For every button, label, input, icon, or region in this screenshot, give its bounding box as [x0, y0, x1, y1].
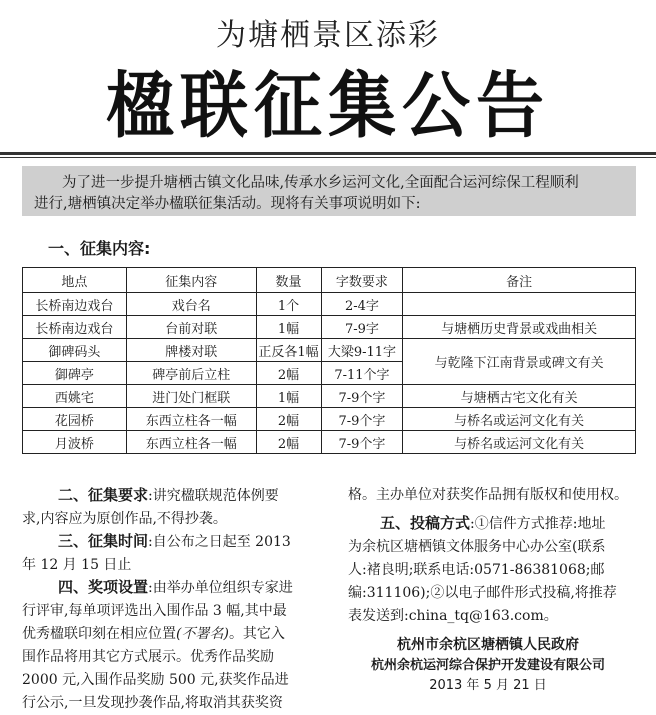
section-submission — [348, 512, 648, 628]
intro-line-1: 为了进一步提升塘栖古镇文化品味,传承水乡运河文化,全面配合运河综保工程顺利 — [62, 175, 579, 191]
cell-qty: 1个 — [256, 293, 321, 316]
requirements-text-1: :讲究楹联规范体例要 — [148, 488, 279, 504]
requirements-heading: 二、征集要求 — [58, 486, 149, 504]
cell-chars: 7-9个字 — [321, 431, 403, 454]
table-row — [23, 293, 636, 316]
cell-place: 长桥南边戏台 — [23, 316, 127, 339]
header-content: 征集内容 — [126, 268, 256, 293]
collection-table — [22, 267, 636, 454]
cell-content: 牌楼对联 — [126, 339, 256, 362]
awards-text-5: 2000 元,入围作品奖励 500 元,获奖作品进 — [22, 672, 289, 688]
awards-text-3: 优秀楹联印刻在相应位置 — [22, 626, 176, 642]
cell-content: 东西立柱各一幅 — [126, 408, 256, 431]
divider-thick — [0, 152, 656, 155]
header-qty: 数量 — [256, 268, 321, 293]
cell-note: 与桥名或运河文化有关 — [403, 431, 636, 454]
cell-qty: 2幅 — [256, 362, 321, 385]
cell-content: 东西立柱各一幅 — [126, 431, 256, 454]
section-awards — [22, 576, 332, 715]
awards-text-3b: (不署名) — [176, 626, 229, 642]
submission-text-1: :①信件方式推荐:地址 — [470, 516, 606, 532]
submission-text-2: 为余杭区塘栖镇文体服务中心办公室(联系 — [348, 539, 606, 555]
awards-text-3c: 。其它入 — [228, 626, 285, 642]
cell-content: 进门处门框联 — [126, 385, 256, 408]
table-row — [23, 431, 636, 454]
cell-place: 西姚宅 — [23, 385, 127, 408]
header-place: 地点 — [23, 268, 127, 293]
cell-place: 御碑亭 — [23, 362, 127, 385]
intro-paragraph — [22, 166, 636, 216]
page-title: 楹联征集公告 — [105, 65, 550, 149]
cell-content: 台前对联 — [126, 316, 256, 339]
header-note: 备注 — [403, 268, 636, 293]
cell-chars: 7-9个字 — [321, 385, 403, 408]
cell-note — [403, 293, 636, 316]
submission-text-3: 人:褚良明;联系电话:0571-86381068;邮 — [348, 562, 605, 578]
subtitle: 为塘栖景区添彩 — [216, 18, 440, 53]
submission-text-4: 编:311106);②以电子邮件形式投稿,将推荐 — [348, 585, 617, 601]
table-row — [23, 339, 636, 362]
awards-text-4: 围作品将用其它方式展示。优秀作品奖励 — [22, 649, 274, 665]
awards-heading: 四、奖项设置 — [58, 578, 149, 596]
awards-text-2: 行评审,每单项评选出入围作品 3 幅,其中最 — [22, 603, 287, 619]
cell-place: 御碑码头 — [23, 339, 127, 362]
section-heading-content: 一、征集内容: — [48, 239, 151, 258]
cell-place: 月波桥 — [23, 431, 127, 454]
cell-note: 与塘栖古宅文化有关 — [403, 385, 636, 408]
cell-note: 与塘栖历史背景或戏曲相关 — [403, 316, 636, 339]
organizer-2: 杭州余杭运河综合保护开发建设有限公司 — [370, 658, 605, 673]
table-row — [23, 408, 636, 431]
cell-place: 长桥南边戏台 — [23, 293, 127, 316]
cell-chars: 大梁9-11字 — [321, 339, 403, 362]
table-row — [23, 385, 636, 408]
timeframe-text-2: 年 12 月 15 日止 — [22, 557, 132, 573]
section-requirements — [22, 484, 332, 531]
table-row — [23, 316, 636, 339]
cell-note: 与乾隆下江南背景或碑文有关 — [403, 339, 636, 385]
cell-chars: 7-9字 — [321, 316, 403, 339]
timeframe-heading: 三、征集时间 — [58, 532, 149, 550]
submission-heading: 五、投稿方式 — [380, 514, 471, 532]
cell-place: 花园桥 — [23, 408, 127, 431]
organizer-1: 杭州市余杭区塘栖镇人民政府 — [397, 637, 579, 653]
cell-chars: 7-9个字 — [321, 408, 403, 431]
awards-text-1: :由举办单位组织专家进 — [148, 580, 293, 596]
cell-qty: 正反各1幅 — [256, 339, 321, 362]
awards-continued: 格。主办单位对获奖作品拥有版权和使用权。 — [348, 487, 628, 503]
publish-date: 2013 年 5 月 21 日 — [429, 678, 547, 693]
cell-content: 戏台名 — [126, 293, 256, 316]
cell-chars: 2-4字 — [321, 293, 403, 316]
intro-line-2: 进行,塘栖镇决定举办楹联征集活动。现将有关事项说明如下: — [34, 196, 421, 212]
timeframe-text-1: :自公布之日起至 2013 — [148, 534, 291, 550]
cell-qty: 2幅 — [256, 408, 321, 431]
cell-qty: 1幅 — [256, 316, 321, 339]
divider-thin — [0, 157, 656, 158]
submission-text-5: 表发送到:china_tq@163.com。 — [348, 608, 558, 624]
cell-note: 与桥名或运河文化有关 — [403, 408, 636, 431]
cell-qty: 2幅 — [256, 431, 321, 454]
cell-content: 碑亭前后立柱 — [126, 362, 256, 385]
cell-qty: 1幅 — [256, 385, 321, 408]
header-chars: 字数要求 — [321, 268, 403, 293]
section-timeframe — [22, 530, 332, 577]
requirements-text-2: 求,内容应为原创作品,不得抄袭。 — [22, 511, 227, 527]
awards-text-6: 行公示,一旦发现抄袭作品,将取消其获奖资 — [22, 695, 283, 711]
table-header-row — [23, 268, 636, 293]
cell-chars: 7-11个字 — [321, 362, 403, 385]
